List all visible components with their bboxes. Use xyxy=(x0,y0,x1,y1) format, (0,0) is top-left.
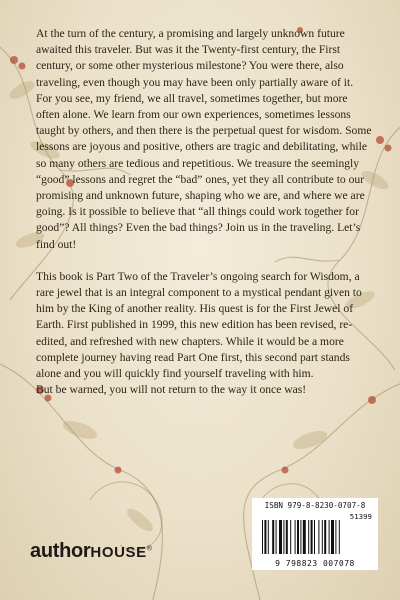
publisher-name-house: HOUSE xyxy=(90,544,147,561)
publisher-logo xyxy=(30,540,152,563)
back-cover-blurb xyxy=(36,26,372,398)
price-code: 51399 xyxy=(349,512,372,521)
publisher-name-author: author xyxy=(30,540,91,562)
registered-mark: ® xyxy=(146,545,152,553)
ean-digits: 9 798823 007078 xyxy=(275,559,355,568)
barcode-bars xyxy=(260,520,370,556)
blurb-paragraph-1: At the turn of the century, a promising and largely unknown future awaited this traveler. But was it the Twenty-first century, the First century, or some other mysterious milestone? You were there, also traveling, even though you may have been only partially aware of it. For you see, my friend, we all travel, sometimes together, but more often alone. We learn from our own experiences, sometimes lessons taught by others, and then there is the perpetual quest for wisdom. Some lessons are joyous and positive, others are tragic and debilitating, while so many others are tedious and repetitious. We treasure the seemingly “good” lessons and regret the “bad” ones, yet they all contribute to our promising and unknown future, shaping who we are, and where we are going. Is it possible to believe that “all things could work together for good”? All things? Even the bad things? Join us in the traveling. Let’s find out! xyxy=(36,27,372,251)
blurb-closing-line: But be warned, you will not return to the way it once was! xyxy=(36,383,307,397)
isbn-barcode xyxy=(252,498,378,570)
blurb-paragraph-2: This book is Part Two of the Traveler’s ongoing search for Wisdom, a rare jewel that is an integral component to a mystical pendant given to him by the King of another reality. His quest is for the First Jewel of Earth. First published in 1999, this new edition has been revised, re-edited, and refreshed with new chapters. While it would be a more complete journey having read Part One first, this second part stands alone and you will quickly find yourself traveling with him. xyxy=(36,269,362,381)
isbn-label: ISBN 979-8-8230-0707-8 xyxy=(264,501,366,510)
